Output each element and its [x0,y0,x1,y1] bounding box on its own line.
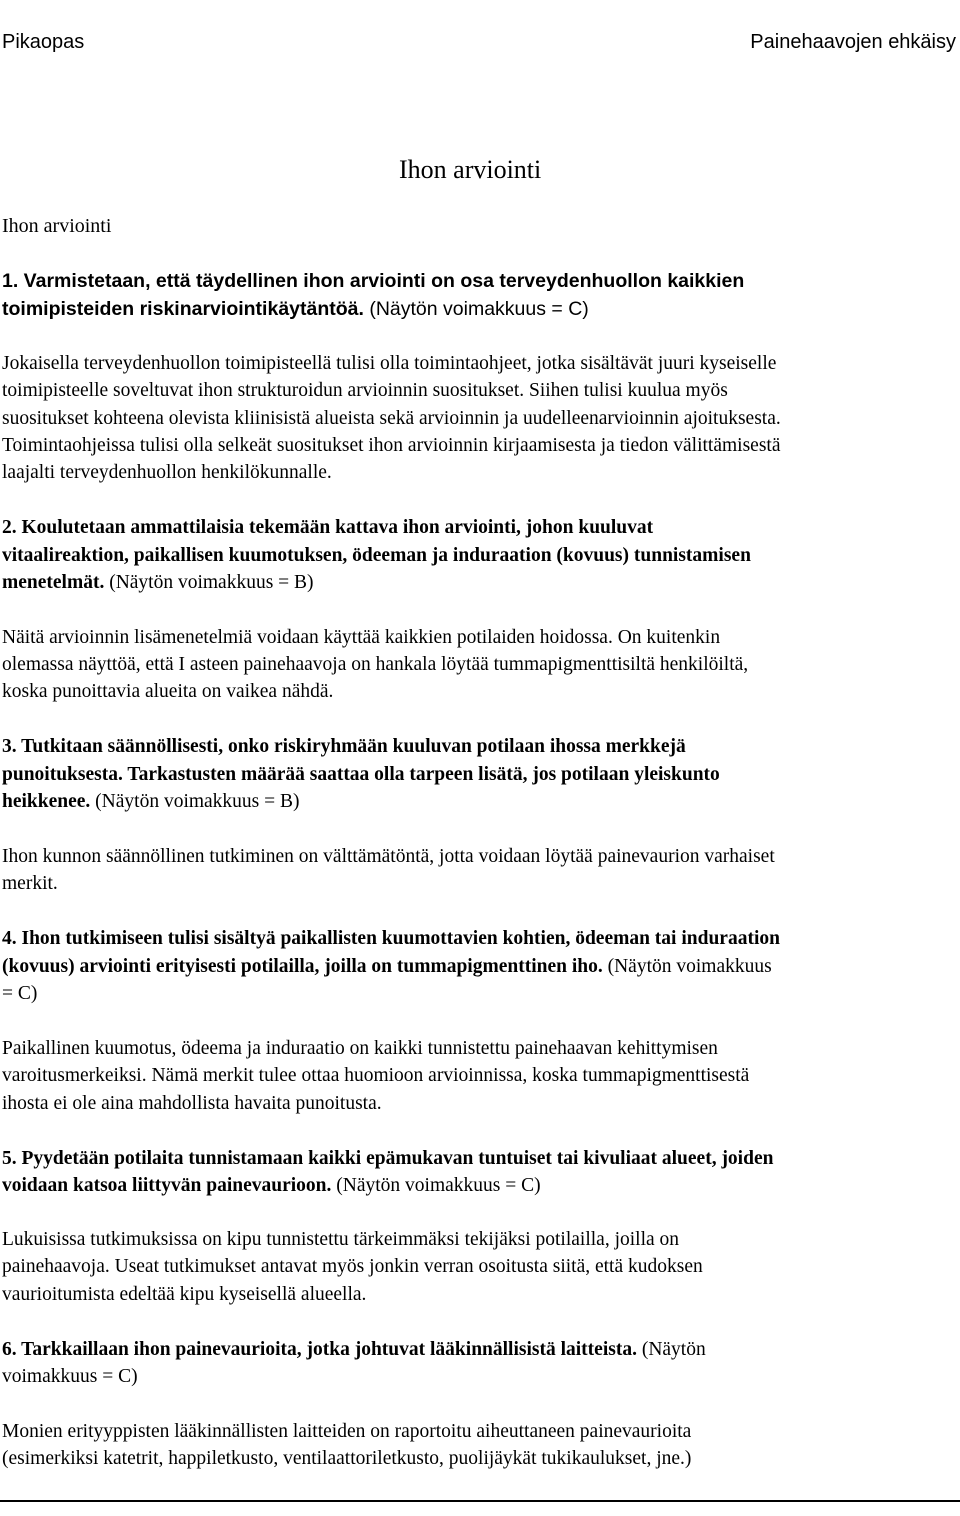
line-10: menetelmät. (Näytön voimakkuus = B) [2,572,314,593]
line-22: Paikallinen kuumotus, ödeema ja induraatio on kaikki tunnistettu painehaavan kehittymisen [2,1038,718,1059]
line-11: Näitä arvioinnin lisämenetelmiä voidaan käyttää kaikkien potilaiden hoidossa. On kuitenkin [2,627,721,648]
line-28: painehaavoja. Useat tutkimukset antavat myös jonkin verran osoitusta siitä, että kudoksen [2,1256,703,1277]
line-23: varoitusmerkeiksi. Nämä merkit tulee ottaa huomioon arvioinnissa, koska tummapigmenttisestä [2,1065,750,1086]
line-6: Toimintaohjeissa tulisi olla selkeät suositukset ihon arvioinnin kirjaamisesta ja tiedon välittämisestä [2,435,781,456]
line-5: suositukset kohteena olevista kliinisistä alueista sekä arvioinnin ja uudelleenarvioinnin ajoituksesta. [2,408,781,429]
line-30: 6. Tarkkaillaan ihon painevaurioita, jotka johtuvat lääkinnällisistä laitteista. (Näytön [2,1339,706,1360]
line-4: toimipisteelle soveltuvat ihon strukturoidun arvioinnin suositukset. Siihen tulisi kuulua myös [2,380,728,401]
line-12: olemassa näyttöä, että I asteen painehaavoja on hankala löytää tummapigmenttisiltä henkilöiltä, [2,654,749,675]
line-19: 4. Ihon tutkimiseen tulisi sisältyä paikallisten kuumottavien kohtien, ödeeman tai induraation [2,928,780,949]
footer-divider [0,1500,960,1502]
line-16: heikkenee. (Näytön voimakkuus = B) [2,791,300,812]
header-right: Painehaavojen ehkäisy [750,31,956,53]
page-title: Ihon arviointi [399,155,542,184]
line-20: (kovuus) arviointi erityisesti potilailla, joilla on tummapigmenttinen iho. (Näytön voimakkuus [2,956,772,977]
line-31: voimakkuus = C) [2,1366,138,1387]
header-left: Pikaopas [2,31,85,53]
line-25: 5. Pyydetään potilaita tunnistamaan kaikki epämukavan tuntuiset tai kivuliaat alueet, joiden [2,1148,774,1169]
line-18: merkit. [2,873,58,894]
line-1: 1. Varmistetaan, että täydellinen ihon arviointi on osa terveydenhuollon kaikkien [2,270,745,292]
line-3: Jokaisella terveydenhuollon toimipisteellä tulisi olla toimintaohjeet, jotka sisältävät juuri kyseiselle [2,353,777,374]
line-32: Monien erityyppisten lääkinnällisten laitteiden on raportoitu aiheuttaneen painevaurioita [2,1421,692,1442]
line-7: laajalti terveydenhuollon henkilökunnalle. [2,462,332,483]
line-9: vitaalireaktion, paikallisen kuumotuksen, ödeeman ja induraation (kovuus) tunnistamisen [2,545,751,566]
line-13: koska punoittavia alueita on vaikea nähdä. [2,681,334,702]
line-33: (esimerkiksi katetrit, happiletkusto, ventilaattoriletkusto, puolijäykät tukikaulukset, jne.) [2,1448,692,1469]
section-subtitle: Ihon arviointi [2,215,112,237]
line-26: voidaan katsoa liittyvän painevaurioon. (Näytön voimakkuus = C) [2,1175,541,1196]
line-14: 3. Tutkitaan säännöllisesti, onko riskiryhmään kuuluvan potilaan ihossa merkkejä [2,736,686,757]
line-17: Ihon kunnon säännöllinen tutkiminen on välttämätöntä, jotta voidaan löytää painevaurion varhaiset [2,846,775,867]
line-8: 2. Koulutetaan ammattilaisia tekemään kattava ihon arviointi, johon kuuluvat [2,517,654,538]
line-24: ihosta ei ole aina mahdollista havaita punoitusta. [2,1093,382,1114]
line-2: toimipisteiden riskinarviointikäytäntöä. (Näytön voimakkuus = C) [2,298,589,320]
line-15: punoituksesta. Tarkastusten määrää saattaa olla tarpeen lisätä, jos potilaan yleiskunto [2,764,720,785]
line-29: vaurioitumista edeltää kipu kyseisellä alueella. [2,1284,367,1305]
line-27: Lukuisissa tutkimuksissa on kipu tunnistettu tärkeimmäksi tekijäksi potilailla, joilla on [2,1229,680,1250]
line-21: = C) [2,983,38,1004]
